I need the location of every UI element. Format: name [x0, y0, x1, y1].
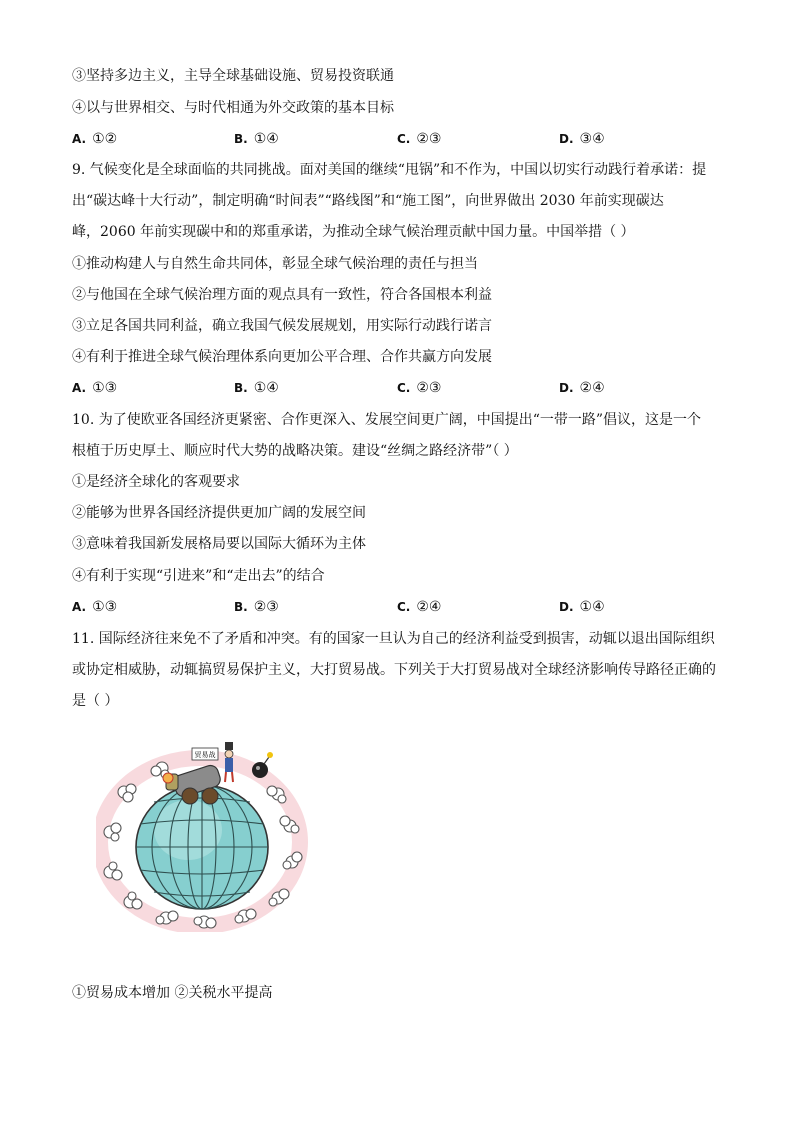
trade-war-cartoon	[96, 722, 316, 932]
q10-option-b[interactable]: B. ②③	[234, 599, 279, 615]
q9-statement-3: ③立足各国共同利益，确立我国气候发展规划，用实际行动践行诺言	[72, 318, 492, 334]
q9-stem-line-2: 出“碳达峰十大行动”，制定明确“时间表”“路线图”和“施工图”，向世界做出 2030 年前实现碳达	[72, 193, 664, 209]
q8-options	[72, 129, 732, 149]
q11-stem-line-1: 11. 国际经济往来免不了矛盾和冲突。有的国家一旦认为自己的经济利益受到损害，动辄以退出国际组织	[72, 631, 715, 647]
q9-statement-1: ①推动构建人与自然生命共同体，彰显全球气候治理的责任与担当	[72, 256, 478, 272]
q8-option-b[interactable]: B. ①④	[234, 131, 279, 147]
cartoon-label: 贸易战	[194, 751, 216, 759]
q10-option-d[interactable]: D. ①④	[559, 599, 605, 615]
q8-statement-3: ③坚持多边主义，主导全球基础设施、贸易投资联通	[72, 68, 394, 84]
q8-option-a[interactable]: A. ①②	[72, 131, 118, 147]
q9-stem-line-3: 峰，2060 年前实现碳中和的郑重承诺，为推动全球气候治理贡献中国力量。中国举措（ ）	[72, 224, 635, 240]
q10-options	[72, 597, 732, 617]
q11-stem-line-3: 是（ ）	[72, 693, 119, 709]
q10-option-c[interactable]: C. ②④	[397, 599, 442, 615]
q9-statement-4: ④有利于推进全球气候治理体系向更加公平合理、合作共赢方向发展	[72, 349, 492, 365]
q9-options	[72, 378, 732, 398]
q10-statement-4: ④有利于实现“引进来”和“走出去”的结合	[72, 568, 325, 584]
q8-option-c[interactable]: C. ②③	[397, 131, 442, 147]
q11-stem-line-2: 或协定相威胁，动辄搞贸易保护主义，大打贸易战。下列关于大打贸易战对全球经济影响传导路径正确的	[72, 662, 716, 678]
q10-stem-line-2: 根植于历史厚土、顺应时代大势的战略决策。建设“丝绸之路经济带”（ ）	[72, 443, 518, 459]
q9-option-d[interactable]: D. ②④	[559, 380, 605, 396]
q10-statement-2: ②能够为世界各国经济提供更加广阔的发展空间	[72, 505, 366, 521]
q8-statement-4: ④以与世界相交、与时代相通为外交政策的基本目标	[72, 100, 394, 116]
q10-statement-3: ③意味着我国新发展格局要以国际大循环为主体	[72, 536, 366, 552]
q8-option-d[interactable]: D. ③④	[559, 131, 605, 147]
q10-statement-1: ①是经济全球化的客观要求	[72, 474, 240, 490]
q10-stem-line-1: 10. 为了使欧亚各国经济更紧密、合作更深入、发展空间更广阔，中国提出“一带一路”倡议，这是一个	[72, 412, 702, 428]
q9-statement-2: ②与他国在全球气候治理方面的观点具有一致性，符合各国根本利益	[72, 287, 492, 303]
q10-option-a[interactable]: A. ①③	[72, 599, 118, 615]
q11-statements-1-2: ①贸易成本增加 ②关税水平提高	[72, 985, 273, 1001]
q9-option-a[interactable]: A. ①③	[72, 380, 118, 396]
q9-option-b[interactable]: B. ①④	[234, 380, 279, 396]
q9-option-c[interactable]: C. ②③	[397, 380, 442, 396]
q9-stem-line-1: 9. 气候变化是全球面临的共同挑战。面对美国的继续“甩锅”和不作为，中国以切实行动践行着承诺：提	[72, 162, 707, 178]
